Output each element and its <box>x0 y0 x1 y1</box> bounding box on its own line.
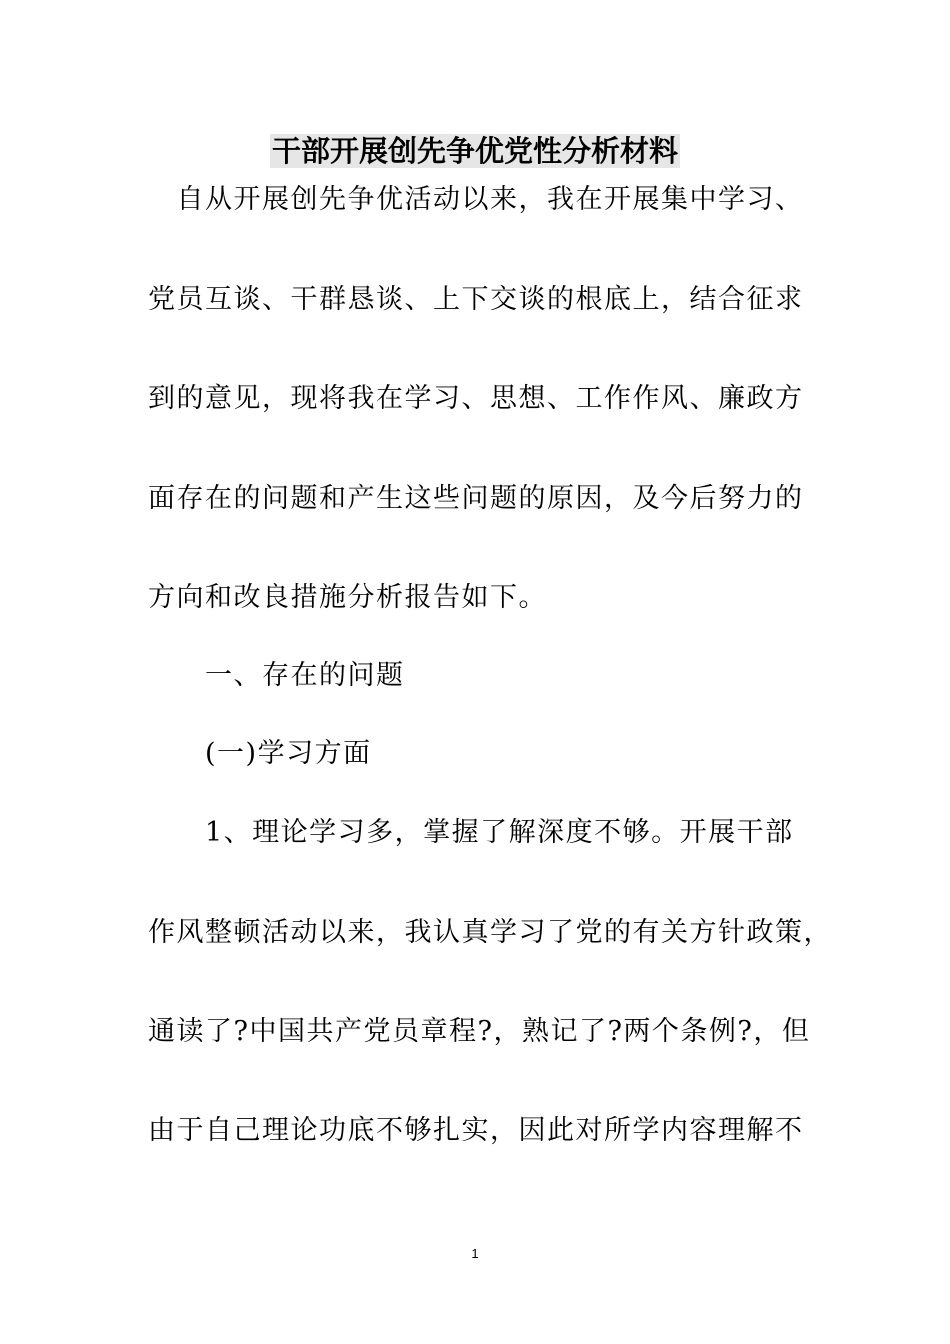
section-heading: 一、存在的问题 <box>148 660 405 691</box>
document-title-text: 干部开展创先争优党性分析材料 <box>271 134 678 168</box>
body-line-10: 通读了?中国共产党员章程?，熟记了?两个条例?，但 <box>148 1016 811 1047</box>
body-line-5: 方向和改良措施分析报告如下。 <box>148 582 547 613</box>
page-number: 1 <box>471 1246 479 1261</box>
body-line-2: 党员互谈、干群恳谈、上下交谈的根底上，结合征求 <box>148 284 804 315</box>
body-line-8: 1、理论学习多，掌握了解深度不够。开展干部 <box>148 817 794 848</box>
body-line-9: 作风整顿活动以来，我认真学习了党的有关方针政策， <box>148 917 832 948</box>
body-line-4: 面存在的问题和产生这些问题的原因，及今后努力的 <box>148 483 804 514</box>
body-line-1: 自从开展创先争优活动以来，我在开展集中学习、 <box>148 184 804 215</box>
subsection-heading: (一)学习方面 <box>148 738 372 769</box>
body-line-11: 由于自己理论功底不够扎实，因此对所学内容理解不 <box>148 1115 804 1146</box>
body-line-3: 到的意见，现将我在学习、思想、工作作风、廉政方 <box>148 383 804 414</box>
document-title <box>0 132 950 170</box>
